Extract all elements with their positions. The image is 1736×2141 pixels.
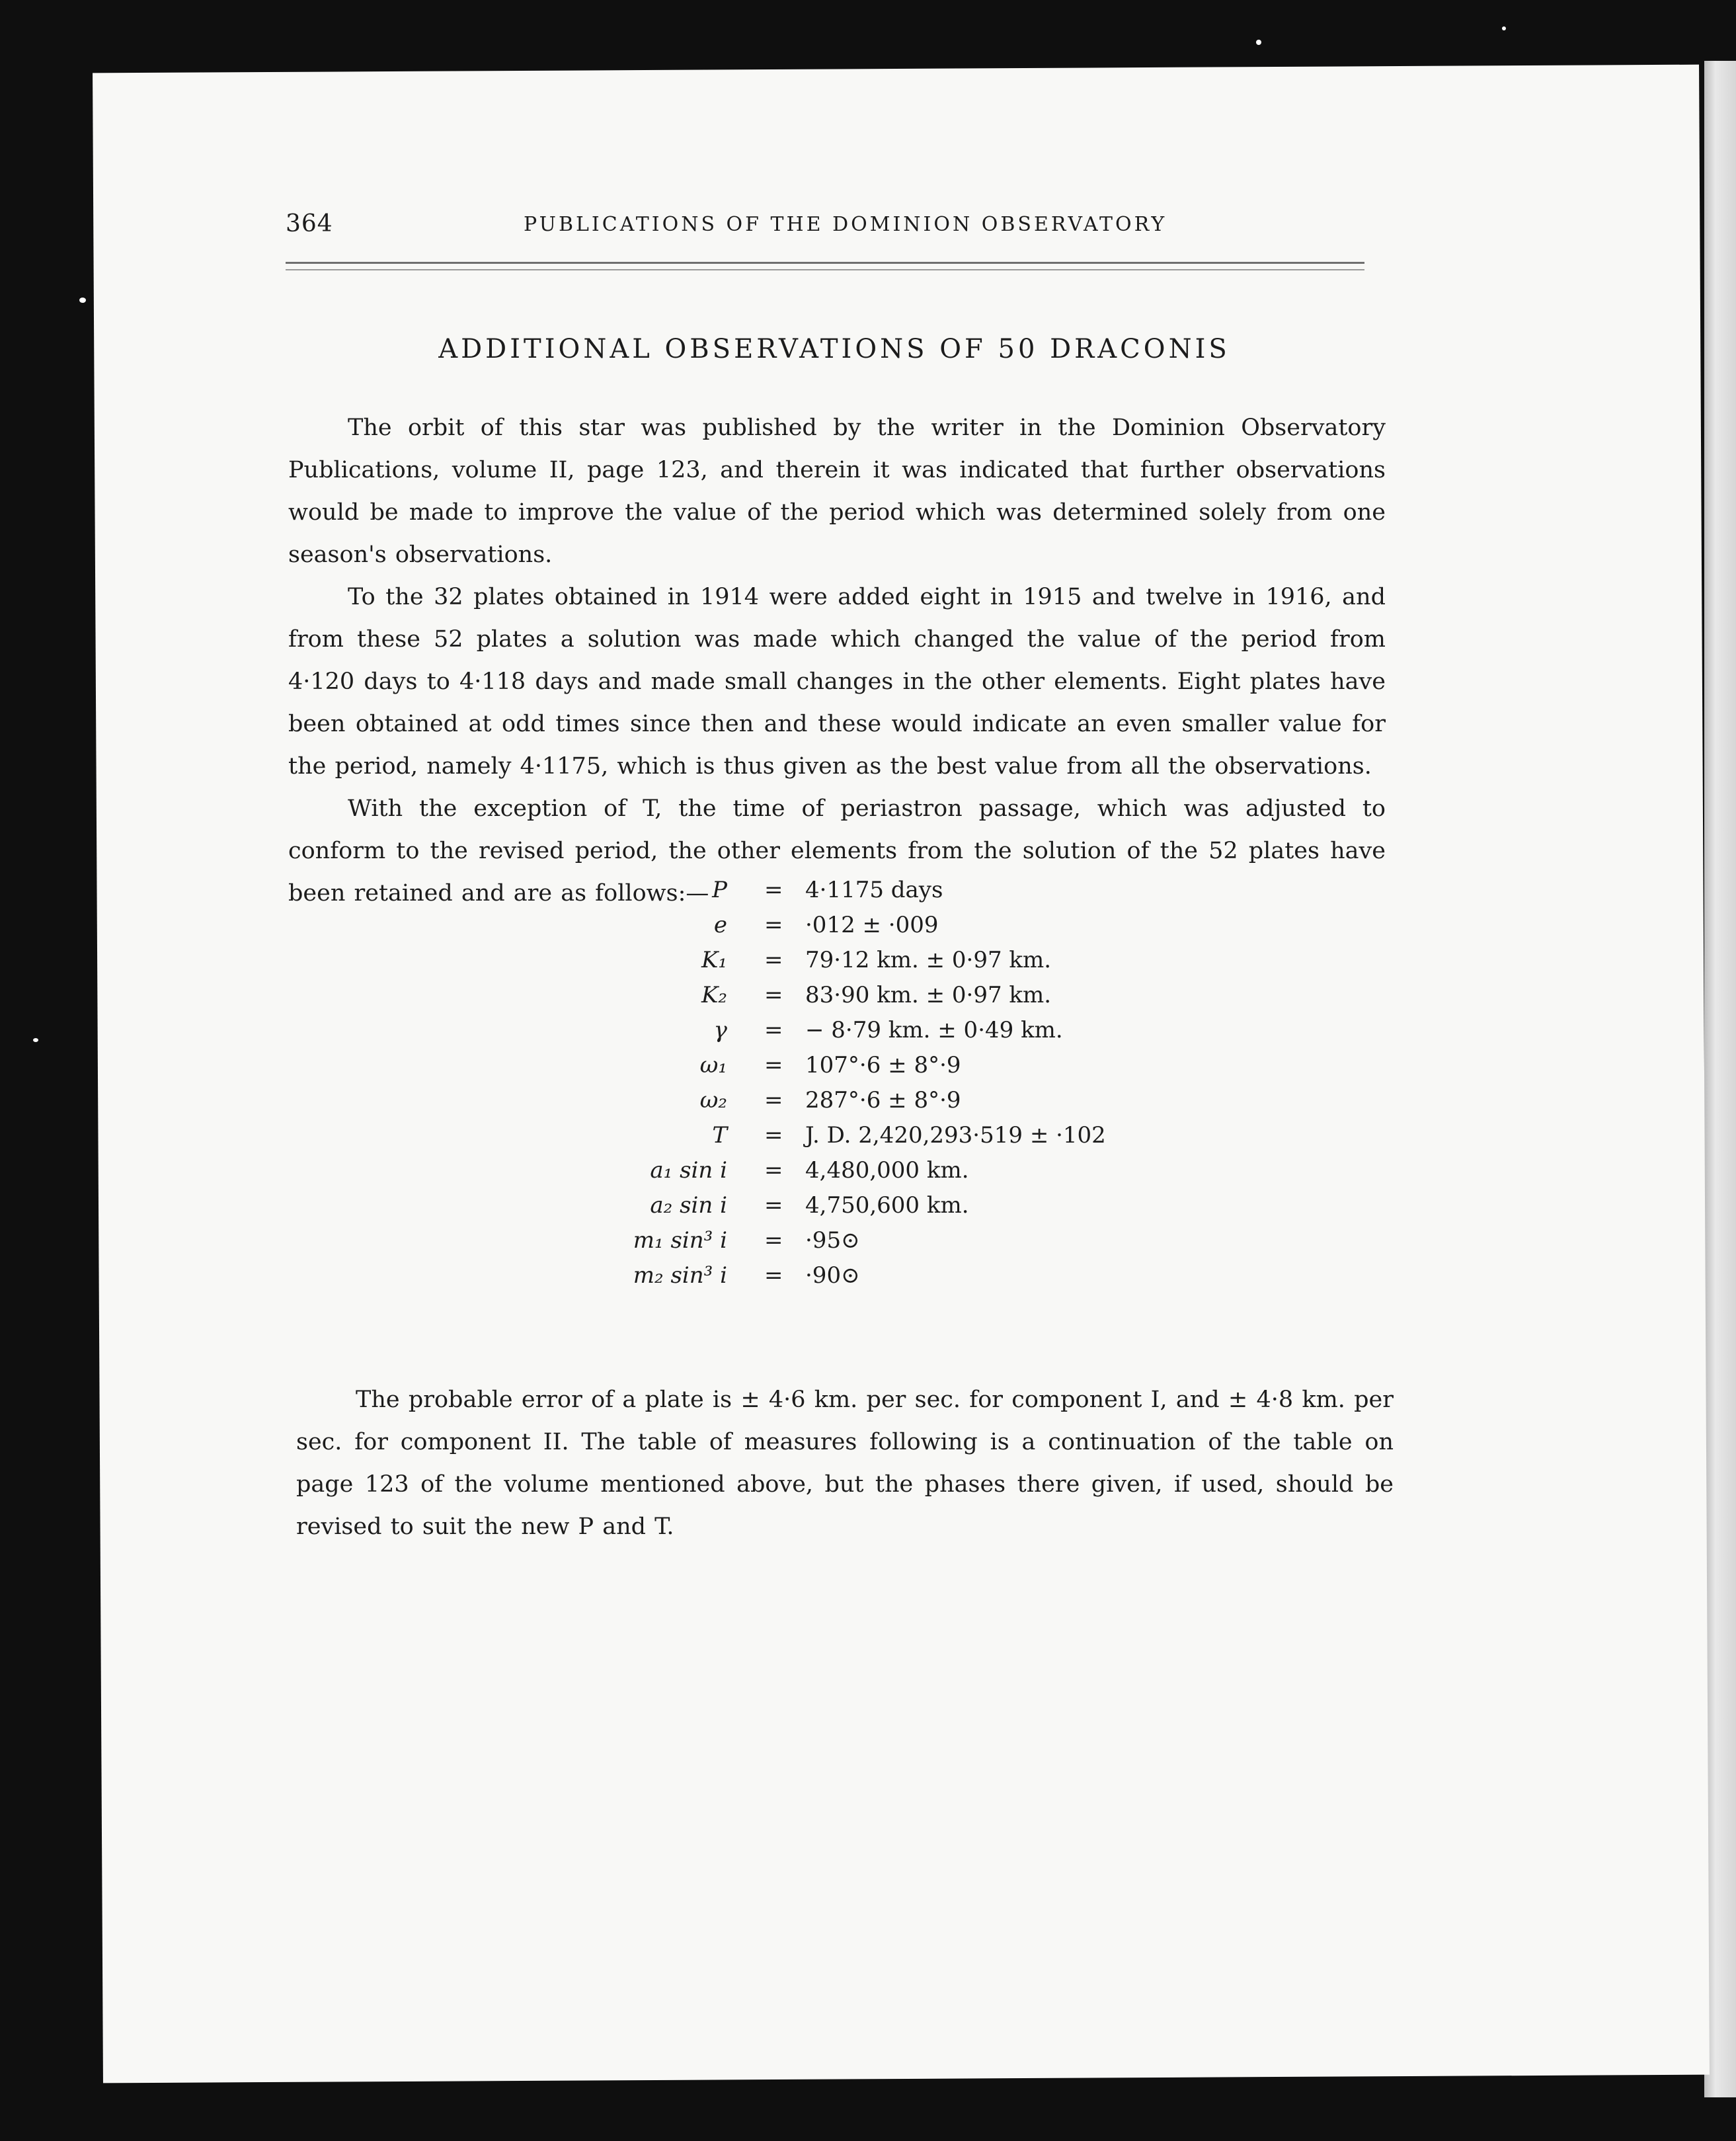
intro-paragraphs — [288, 407, 1386, 914]
element-symbol: e — [713, 912, 727, 938]
element-value: J. D. 2,420,293·519 ± ·102 — [805, 1122, 1106, 1149]
element-symbol: m₂ sin³ i — [633, 1262, 727, 1289]
closing-paragraph: The probable error of a plate is ± 4·6 km. per sec. for component I, and ± 4·8 km. per sec. for component II. The table of measures following is a continuation of the table on page 123 of the volume mentioned above, but the phases there given, if used, should be revised to suit the new P and T. — [296, 1387, 1394, 1540]
equals-sign: = — [764, 1157, 783, 1184]
equals-sign: = — [764, 1227, 783, 1254]
element-row — [502, 1118, 1137, 1153]
element-row — [502, 873, 1137, 908]
element-row — [502, 1083, 1137, 1118]
orbital-elements-table — [502, 873, 1137, 1293]
equals-sign: = — [764, 1262, 783, 1289]
adjacent-page-edge — [1704, 61, 1736, 2097]
element-symbol: ω₂ — [699, 1087, 727, 1113]
element-row — [502, 1048, 1137, 1083]
paragraph-orbit: The orbit of this star was published by the writer in the Dominion Observatory Publications, volume II, page 123, and therein it was indicated that further observations would be made to improve the value of the period which was determined solely from one season's observations. — [288, 415, 1386, 568]
equals-sign: = — [764, 912, 783, 938]
element-value: ·012 ± ·009 — [805, 912, 939, 938]
element-value: 79·12 km. ± 0·97 km. — [805, 947, 1052, 973]
equals-sign: = — [764, 947, 783, 973]
scan-speck — [79, 298, 86, 303]
element-symbol: m₁ sin³ i — [633, 1227, 727, 1254]
element-symbol: ω₁ — [699, 1052, 727, 1078]
equals-sign: = — [764, 1192, 783, 1219]
element-symbol: K₁ — [701, 947, 727, 973]
element-symbol: a₂ sin i — [650, 1192, 727, 1219]
element-row — [502, 978, 1137, 1013]
element-value: 107°·6 ± 8°·9 — [805, 1052, 961, 1078]
element-symbol: P — [712, 877, 727, 903]
element-value: 83·90 km. ± 0·97 km. — [805, 982, 1052, 1008]
element-symbol: γ — [713, 1017, 727, 1043]
page-number: 364 — [286, 210, 333, 237]
equals-sign: = — [764, 1122, 783, 1149]
header-rule — [286, 262, 1364, 270]
article-title: ADDITIONAL OBSERVATIONS OF 50 DRACONIS — [438, 334, 1230, 364]
equals-sign: = — [764, 1052, 783, 1078]
equals-sign: = — [764, 982, 783, 1008]
running-title: PUBLICATIONS OF THE DOMINION OBSERVATORY — [524, 213, 1167, 236]
element-symbol: T — [712, 1122, 727, 1149]
scan-speck — [1256, 40, 1261, 45]
element-row — [502, 1153, 1137, 1188]
element-value: 4·1175 days — [805, 877, 943, 903]
scan-speck — [1502, 26, 1506, 30]
element-value: ·95⊙ — [805, 1227, 860, 1254]
running-header — [286, 205, 1462, 245]
element-value: ·90⊙ — [805, 1262, 860, 1289]
element-value: 287°·6 ± 8°·9 — [805, 1087, 961, 1113]
equals-sign: = — [764, 877, 783, 903]
paragraph-elements-intro: With the exception of T, the time of periastron passage, which was adjusted to conform to the revised period, the other elements from the solution of the 52 plates have been retained and are as follows:— — [288, 795, 1386, 907]
element-value: 4,750,600 km. — [805, 1192, 969, 1219]
element-value: − 8·79 km. ± 0·49 km. — [805, 1017, 1063, 1043]
element-symbol: a₁ sin i — [650, 1157, 727, 1184]
equals-sign: = — [764, 1087, 783, 1113]
element-row — [502, 908, 1137, 943]
element-row — [502, 1223, 1137, 1258]
element-row — [502, 1258, 1137, 1293]
scan-speck — [33, 1038, 38, 1042]
element-symbol: K₂ — [701, 982, 727, 1008]
paragraph-plates: To the 32 plates obtained in 1914 were added eight in 1915 and twelve in 1916, and from these 52 plates a solution was made which changed the value of the period from 4·120 days to 4·118 days and made small changes in the other elements. Eight plates have been obtained at odd times since then and these would indicate an even smaller value for the period, namely 4·1175, which is thus given as the best value from all the observations. — [288, 584, 1386, 780]
element-row — [502, 1013, 1137, 1048]
element-row — [502, 1188, 1137, 1223]
element-value: 4,480,000 km. — [805, 1157, 969, 1184]
element-row — [502, 943, 1137, 978]
equals-sign: = — [764, 1017, 783, 1043]
